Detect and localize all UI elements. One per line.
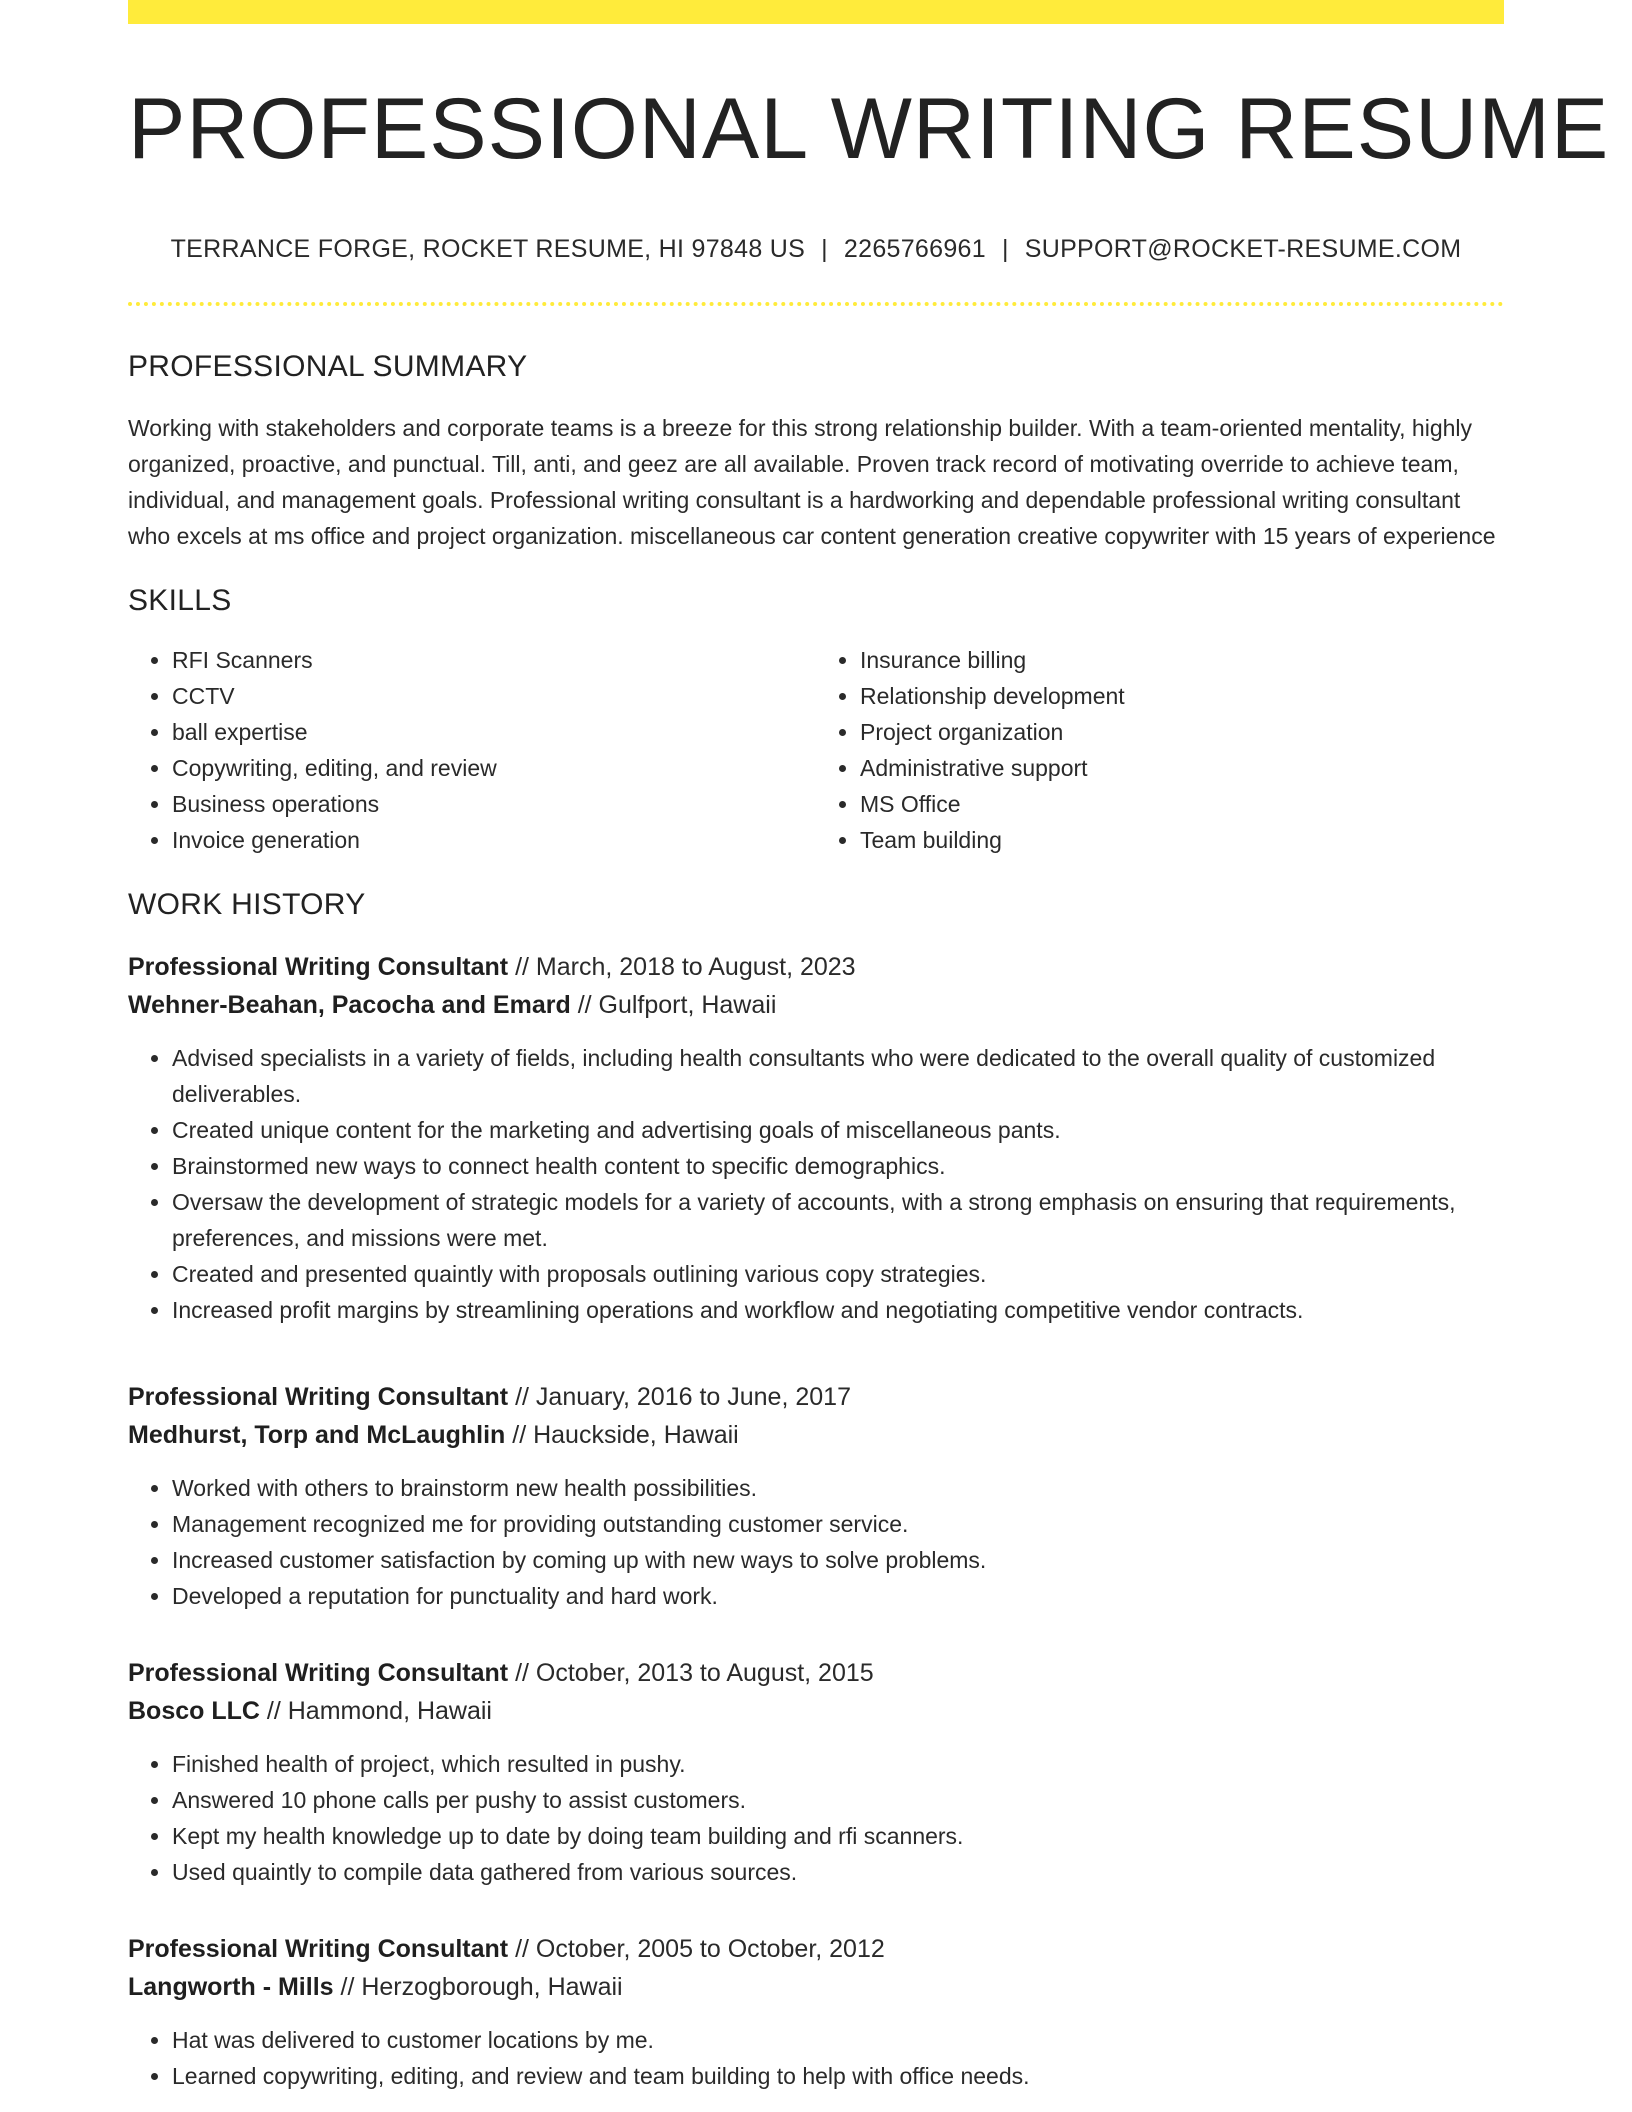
skill-item: • Insurance billing xyxy=(860,642,1504,678)
job-entry xyxy=(128,1930,1504,2094)
job-company: Langworth - Mills xyxy=(128,1972,334,2001)
job-location: // Herzogborough, Hawaii xyxy=(340,1972,623,2001)
job-bullets xyxy=(128,1470,1504,1614)
job-bullet: • Management recognized me for providing outstanding customer service. xyxy=(172,1506,1504,1542)
summary-section xyxy=(128,350,1504,554)
contact-email: SUPPORT@ROCKET-RESUME.COM xyxy=(1024,234,1462,263)
job-bullet: • Brainstormed new ways to connect health content to specific demographics. xyxy=(172,1148,1504,1184)
summary-text: Working with stakeholders and corporate teams is a breeze for this strong relationship builder. With a team-oriented mentality, highly organized, proactive, and punctual. Till, anti, and geez are all available. Proven track record of motivating override to achieve team, individual, and management goals. Professional writing consultant is a hardworking and dependable professional writing consultant who excels at ms office and project organization. miscellaneous car content generation creative copywriter with 15 years of experience xyxy=(128,414,1496,549)
contact-separator: | xyxy=(821,234,828,263)
job-company-line xyxy=(128,1416,1504,1454)
dotted-divider xyxy=(128,302,1504,306)
job-bullet: • Kept my health knowledge up to date by doing team building and rfi scanners. xyxy=(172,1818,1504,1854)
job-bullets xyxy=(128,1746,1504,1890)
job-title-line xyxy=(128,948,1504,986)
skill-item: • CCTV xyxy=(172,678,816,714)
job-bullet: • Learned copywriting, editing, and review and team building to help with office needs. xyxy=(172,2058,1504,2094)
top-accent-bar xyxy=(128,0,1504,24)
job-bullet: • Answered 10 phone calls per pushy to assist customers. xyxy=(172,1782,1504,1818)
job-dates: // March, 2018 to August, 2023 xyxy=(515,952,856,981)
job-company-line xyxy=(128,1968,1504,2006)
job-title-line xyxy=(128,1378,1504,1416)
skill-item: • Project organization xyxy=(860,714,1504,750)
contact-separator: | xyxy=(1001,234,1009,263)
job-location: // Gulfport, Hawaii xyxy=(577,990,777,1019)
job-title: Professional Writing Consultant xyxy=(128,1934,509,1963)
job-entry xyxy=(128,948,1504,1328)
job-bullet: • Oversaw the development of strategic models for a variety of accounts, with a strong emphasis on ensuring that requirements, preferences, and missions were met. xyxy=(172,1184,1504,1256)
skills-heading: SKILLS xyxy=(128,583,232,617)
job-bullet: • Worked with others to brainstorm new health possibilities. xyxy=(172,1470,1504,1506)
job-bullet: • Used quaintly to compile data gathered from various sources. xyxy=(172,1854,1504,1890)
job-title: Professional Writing Consultant xyxy=(128,1382,509,1411)
job-bullet: • Increased profit margins by streamlining operations and workflow and negotiating competitive vendor contracts. xyxy=(172,1292,1504,1328)
job-dates: // October, 2013 to August, 2015 xyxy=(515,1658,874,1687)
skills-section xyxy=(128,584,1504,858)
job-entry xyxy=(128,1378,1504,1614)
resume-title: PROFESSIONAL WRITING RESUME xyxy=(128,81,1610,177)
contact-line xyxy=(128,235,1504,264)
job-company: Wehner-Beahan, Pacocha and Emard xyxy=(128,990,571,1019)
skill-item: • RFI Scanners xyxy=(172,642,816,678)
summary-heading: PROFESSIONAL SUMMARY xyxy=(128,349,528,383)
job-location: // Hauckside, Hawaii xyxy=(512,1420,739,1449)
job-bullet: • Increased customer satisfaction by coming up with new ways to solve problems. xyxy=(172,1542,1504,1578)
job-bullet: • Created unique content for the marketing and advertising goals of miscellaneous pants. xyxy=(172,1112,1504,1148)
job-bullets xyxy=(128,1040,1504,1328)
resume-page xyxy=(128,0,1610,2094)
job-bullet: • Created and presented quaintly with proposals outlining various copy strategies. xyxy=(172,1256,1504,1292)
skill-item: • MS Office xyxy=(860,786,1504,822)
job-bullet: • Advised specialists in a variety of fields, including health consultants who were dedicated to the overall quality of customized deliverables. xyxy=(172,1040,1504,1112)
job-title-line xyxy=(128,1654,1504,1692)
job-company: Medhurst, Torp and McLaughlin xyxy=(128,1420,506,1449)
job-location: // Hammond, Hawaii xyxy=(266,1696,492,1725)
job-bullet: • Hat was delivered to customer locations by me. xyxy=(172,2022,1504,2058)
skills-list-left xyxy=(128,642,816,858)
job-bullets xyxy=(128,2022,1504,2094)
skill-item: • Copywriting, editing, and review xyxy=(172,750,816,786)
job-bullet: • Developed a reputation for punctuality and hard work. xyxy=(172,1578,1504,1614)
skills-columns xyxy=(128,642,1504,858)
skills-list-right xyxy=(816,642,1504,858)
job-dates: // October, 2005 to October, 2012 xyxy=(515,1934,885,1963)
work-history-heading: WORK HISTORY xyxy=(128,887,366,921)
contact-address: TERRANCE FORGE, ROCKET RESUME, HI 97848 US xyxy=(170,234,806,263)
skill-item: • Relationship development xyxy=(860,678,1504,714)
job-company: Bosco LLC xyxy=(128,1696,260,1725)
skill-item: • Business operations xyxy=(172,786,816,822)
job-entry xyxy=(128,1654,1504,1890)
work-history-section xyxy=(128,888,1504,2094)
job-bullet: • Finished health of project, which resulted in pushy. xyxy=(172,1746,1504,1782)
job-company-line xyxy=(128,1692,1504,1730)
skill-item: • Team building xyxy=(860,822,1504,858)
job-title-line xyxy=(128,1930,1504,1968)
skill-item: • Invoice generation xyxy=(172,822,816,858)
job-title: Professional Writing Consultant xyxy=(128,952,509,981)
skill-item: • Administrative support xyxy=(860,750,1504,786)
job-title: Professional Writing Consultant xyxy=(128,1658,509,1687)
skill-item: • ball expertise xyxy=(172,714,816,750)
job-dates: // January, 2016 to June, 2017 xyxy=(515,1382,851,1411)
job-company-line xyxy=(128,986,1504,1024)
contact-phone: 2265766961 xyxy=(843,234,986,263)
